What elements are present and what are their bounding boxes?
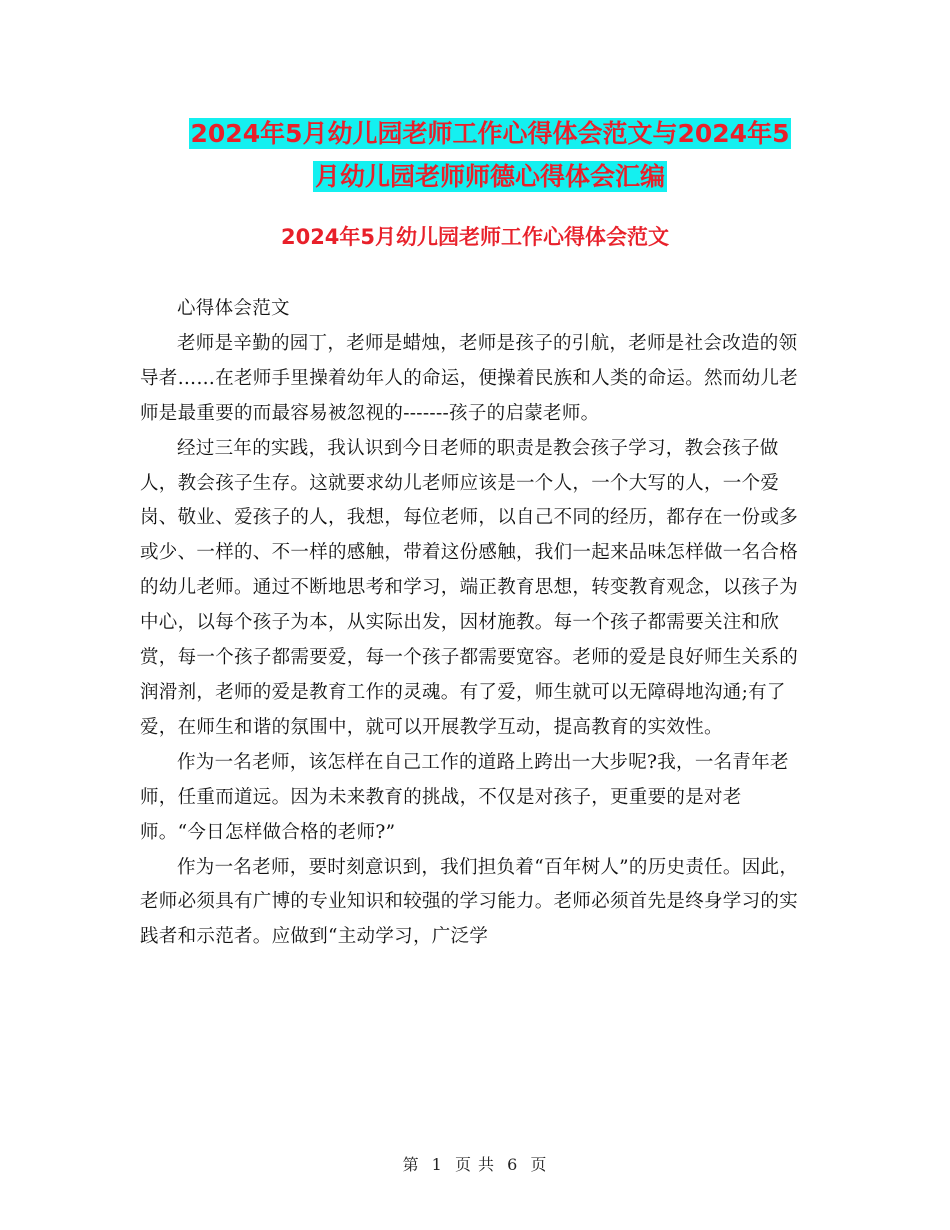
paragraph: 作为一名老师，要时刻意识到，我们担负着“百年树人”的历史责任。因此，老师必须具有广博的专业知识和较强的学习能力。老师必须首先是终身学习的实践者和示范者。应做到“主动学习，广泛学 [140, 856, 799, 948]
section-title: 2024年5月幼儿园老师工作心得体会范文 [280, 225, 670, 249]
document-body [140, 292, 805, 955]
page-footer [0, 1152, 950, 1175]
footer-suffix: 页 [530, 1155, 548, 1174]
paragraph: 经过三年的实践，我认识到今日老师的职责是教会孩子学习，教会孩子做人，教会孩子生存。这就要求幼儿老师应该是一个人，一个大写的人，一个爱岗、敬业、爱孩子的人，我想，每位老师，以自己不同的经历，都存在一份或多或少、一样的、不一样的感触，带着这份感触，我们一起来品味怎样做一名合格的幼儿老师。通过不断地思考和学习，端正教育思想，转变教育观念，以孩子为中心，以每个孩子为本，从实际出发，因材施教。每一个孩子都需要关注和欣赏，每一个孩子都需要爱，每一个孩子都需要宽容。老师的爱是良好师生关系的润滑剂，老师的爱是教育工作的灵魂。有了爱，师生就可以无障碍地沟通;有了爱，在师生和谐的氛围中，就可以开展教学互动，提高教育的实效性。 [140, 437, 799, 738]
paragraph: 心得体会范文 [177, 298, 290, 319]
footer-prefix: 第 [402, 1155, 420, 1174]
document-title [140, 112, 840, 198]
document-title-line-1: 2024年5月幼儿园老师工作心得体会范文与2024年5 [190, 119, 790, 148]
paragraph: 作为一名老师，该怎样在自己工作的道路上跨出一大步呢?我，一名青年老师，任重而道远。因为未来教育的挑战，不仅是对孩子，更重要的是对老师。“今日怎样做合格的老师?” [140, 751, 789, 843]
paragraph: 老师是辛勤的园丁，老师是蜡烛，老师是孩子的引航，老师是社会改造的领导者……在老师手里操着幼年人的命运，便操着民族和人类的命运。然而幼儿老师是最重要的而最容易被忽视的-------孩子的启蒙老师。 [140, 332, 799, 424]
footer-total-pages: 6 [507, 1155, 519, 1174]
document-title-line-2: 月幼儿园老师师德心得体会汇编 [314, 162, 665, 191]
footer-page-number: 1 [431, 1155, 443, 1174]
footer-mid: 页 共 [454, 1155, 496, 1174]
